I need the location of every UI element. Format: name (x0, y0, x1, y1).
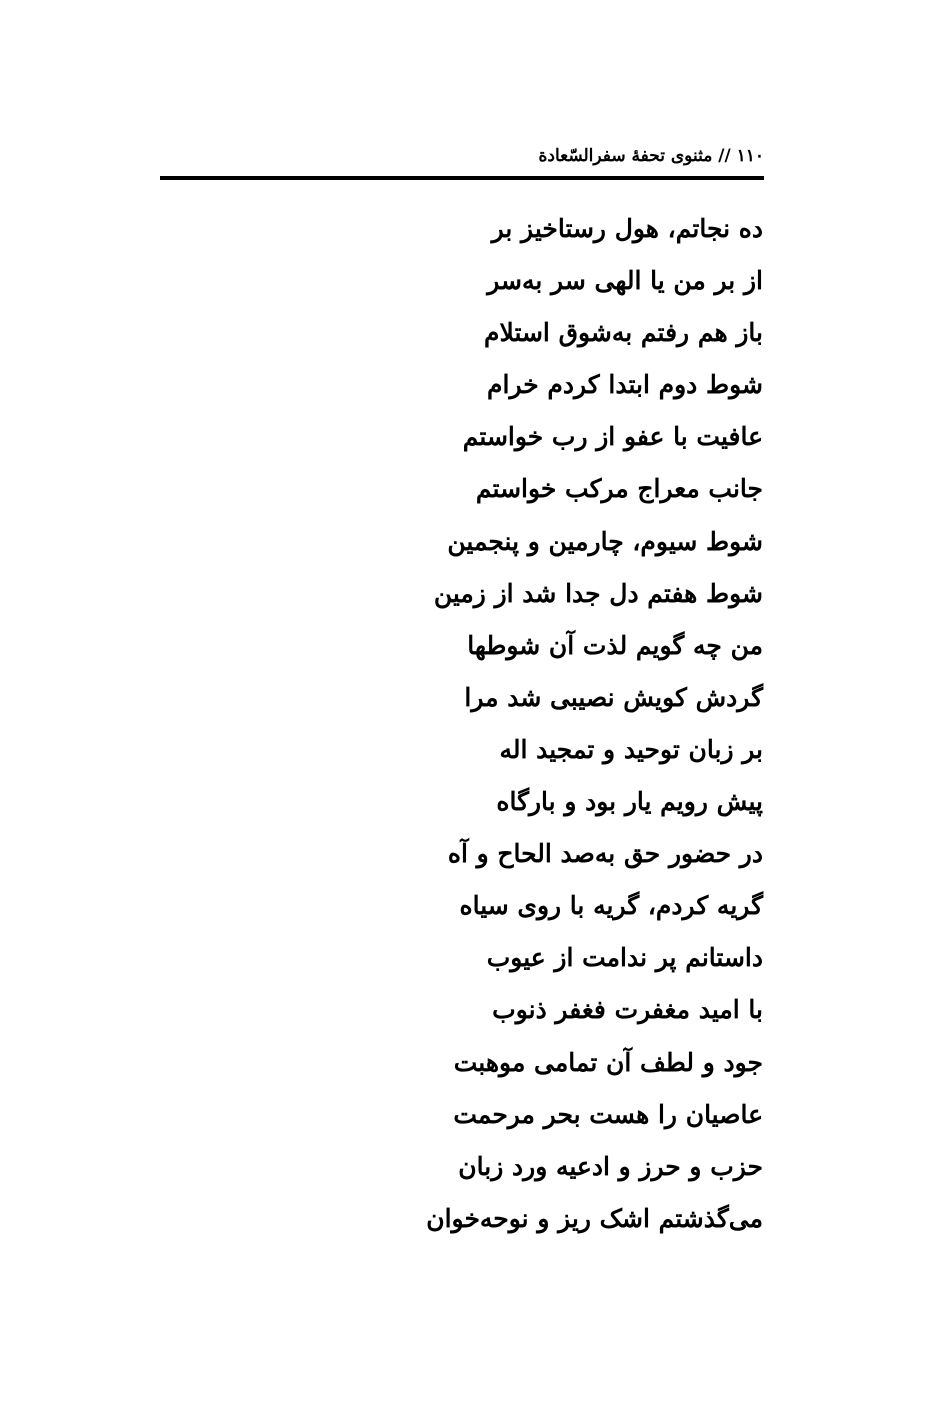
verse-line: بر زبان توحید و تمجید اله (499, 734, 763, 764)
verse-line: جانب معراج مرکب خواستم (475, 474, 763, 504)
verse-list (243, 203, 763, 1245)
verse-line: گریه کردم، گریه با روی سیاه (459, 891, 763, 921)
verse-line: گردش کویش نصیبی شد مرا (464, 682, 763, 712)
verse-line: شوط دوم ابتدا کردم خرام (487, 370, 763, 400)
verse-line: با امید مغفرت فغفر ذنوب (492, 995, 763, 1025)
verse-line: من چه گویم لذت آن شوطها (467, 630, 763, 660)
verse-line: شوط هفتم دل جدا شد از زمین (433, 578, 763, 608)
verse-line: حزب و حرز و ادعیه ورد زبان (458, 1151, 763, 1181)
verse-line: باز هم رفتم به‌شوق استلام (484, 318, 763, 348)
verse-line: عاصیان را هست بحر مرحمت (453, 1099, 763, 1129)
verse-line: ده نجاتم، هول رستاخیز بر (491, 214, 763, 243)
verse-line: شوط سیوم، چارمین و پنجمین (447, 526, 763, 556)
running-head: ۱۱۰ // مثنوی تحفهٔ سفرالسّعادة (538, 146, 764, 166)
verse-line: در حضور حق به‌صد الحاح و آه (447, 839, 763, 869)
verse-line: جود و لطف آن تمامی موهبت (453, 1047, 763, 1077)
verse-line: عافیت با عفو از رب خواستم (462, 422, 763, 452)
header-rule (160, 176, 764, 180)
verse-line: داستانم پر ندامت از عیوب (486, 943, 763, 973)
verse-line: می‌گذشتم اشک ریز و نوحه‌خوان (426, 1203, 763, 1233)
verse-line: از بر من یا الهی سر به‌سر (487, 266, 763, 296)
verse-line: پیش رویم یار بود و بارگاه (496, 787, 763, 817)
